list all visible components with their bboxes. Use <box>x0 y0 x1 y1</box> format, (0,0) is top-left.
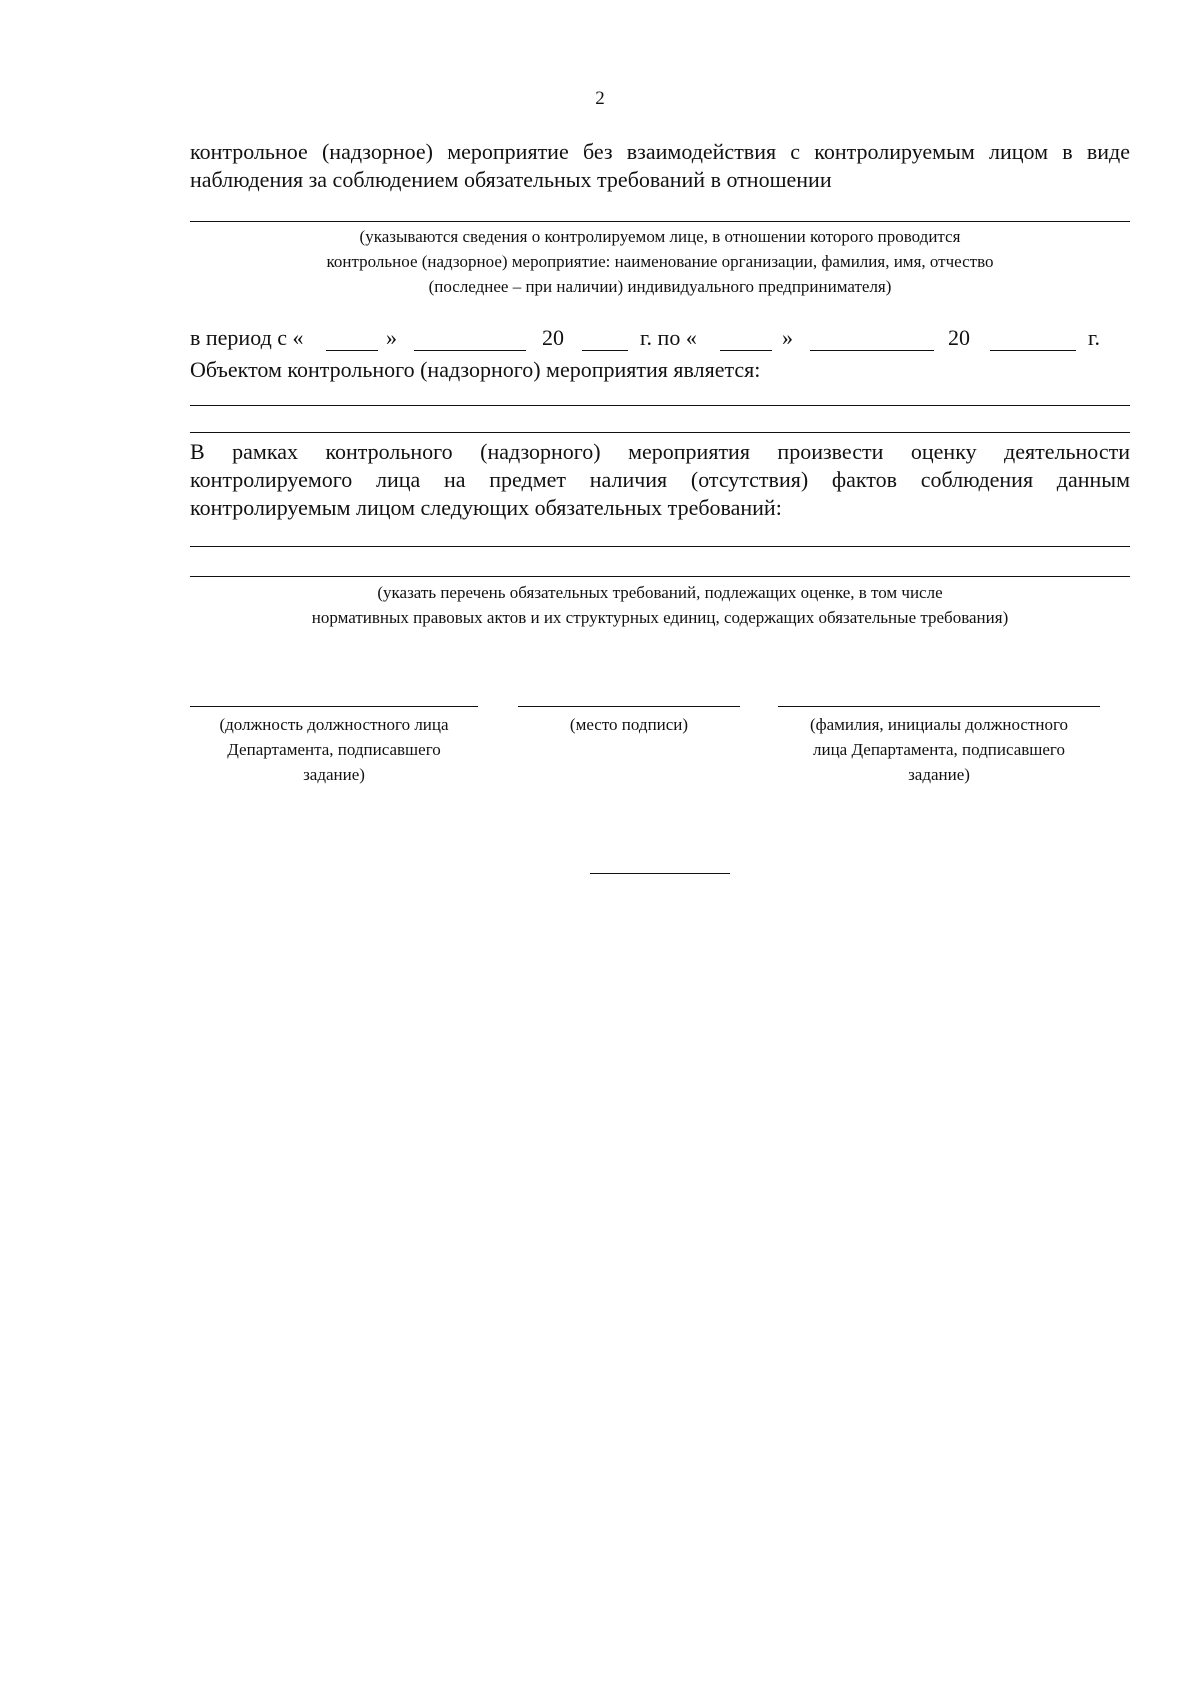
end-month-blank <box>810 350 934 351</box>
requirements-hint <box>190 580 1130 630</box>
requirements-hint-line-2: нормативных правовых актов и их структурных единиц, содержащих обязательные требования) <box>311 608 1009 627</box>
name-caption-line-1: (фамилия, инициалы должностного <box>809 715 1069 734</box>
period-year-prefix-2: 20 <box>948 325 970 350</box>
position-caption-line-1: (должность должностного лица <box>219 715 449 734</box>
name-caption <box>774 712 1104 787</box>
requirements-line-3: контролируемым лицом следующих обязательных требований: <box>190 495 782 520</box>
start-month-blank <box>414 350 526 351</box>
requirements-line-1: В рамках контрольного (надзорного) мероприятия произвести оценку деятельности <box>190 439 1130 464</box>
period-year-prefix-1: 20 <box>542 325 564 350</box>
period-middle: г. по « <box>640 325 697 350</box>
intro-line-1: контрольное (надзорное) мероприятие без взаимодействия с контролируемым лицом в виде <box>190 139 1130 164</box>
position-caption-line-2: Департамента, подписавшего <box>227 740 441 759</box>
period-row <box>190 324 1130 354</box>
controlled-person-hint-line-2: контрольное (надзорное) мероприятие: наименование организации, фамилия, имя, отчество <box>326 252 994 271</box>
period-suffix: г. <box>1088 325 1101 350</box>
requirements-hint-line-1: (указать перечень обязательных требований, подлежащих оценке, в том числе <box>377 583 943 602</box>
place-caption-line: (место подписи) <box>569 715 689 734</box>
controlled-person-hint-line-3: (последнее – при наличии) индивидуального предпринимателя) <box>428 277 892 296</box>
place-caption <box>518 712 740 737</box>
controlled-person-hint <box>190 224 1130 299</box>
name-caption-line-2: лица Департамента, подписавшего <box>813 740 1065 759</box>
period-quote-close-1: » <box>386 325 397 350</box>
position-signature-line <box>190 706 478 707</box>
controlled-person-field-line <box>190 221 1130 222</box>
name-signature-line <box>778 706 1100 707</box>
page-number: 2 <box>595 88 605 109</box>
object-field-line-2 <box>190 432 1130 433</box>
closing-rule <box>590 873 730 874</box>
object-field-line-1 <box>190 405 1130 406</box>
end-year-blank <box>990 350 1076 351</box>
start-year-blank <box>582 350 628 351</box>
end-day-blank <box>720 350 772 351</box>
controlled-person-hint-line-1: (указываются сведения о контролируемом лице, в отношении которого проводится <box>359 227 961 246</box>
place-signature-line <box>518 706 740 707</box>
requirements-paragraph <box>190 438 1130 522</box>
requirements-line-2: контролируемого лица на предмет наличия (отсутствия) фактов соблюдения данным <box>190 467 1130 492</box>
intro-line-2: наблюдения за соблюдением обязательных требований в отношении <box>190 167 832 192</box>
object-label: Объектом контрольного (надзорного) мероприятия является: <box>190 357 761 382</box>
position-caption <box>186 712 482 787</box>
position-caption-line-3: задание) <box>303 765 365 784</box>
period-prefix: в период с « <box>190 325 304 350</box>
intro-paragraph <box>190 138 1130 194</box>
name-caption-line-3: задание) <box>908 765 970 784</box>
requirements-field-line-2 <box>190 576 1130 577</box>
start-day-blank <box>326 350 378 351</box>
requirements-field-line-1 <box>190 546 1130 547</box>
period-quote-close-2: » <box>782 325 793 350</box>
